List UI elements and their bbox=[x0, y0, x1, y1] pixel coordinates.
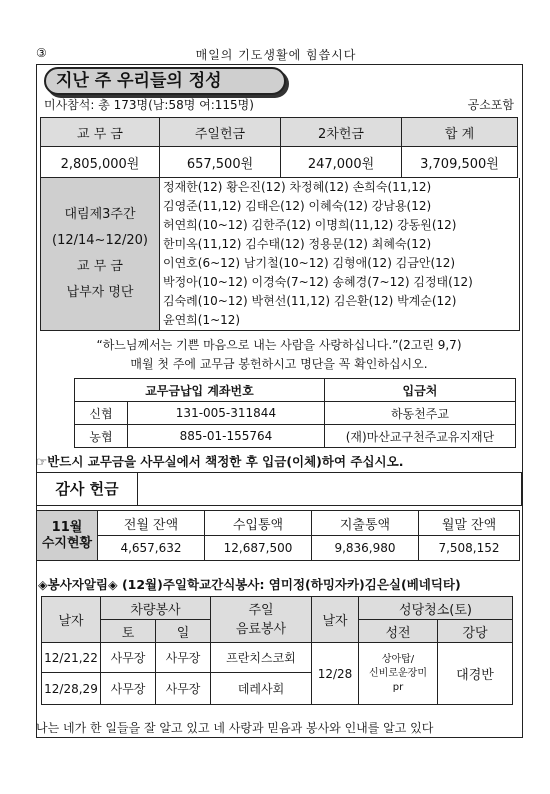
offering-value: 657,500원 bbox=[160, 147, 281, 178]
donor-label-line: (12/14~12/20) bbox=[52, 233, 148, 248]
account-holder: 하동천주교 bbox=[324, 402, 515, 425]
donor-line: 이연호(6~12) 남기철(10~12) 김형애(12) 김금안(12) bbox=[163, 256, 456, 270]
account-number: 885-01-155764 bbox=[128, 425, 325, 448]
account-number: 131-005-311844 bbox=[128, 402, 325, 425]
volunteer-header-hall: 강당 bbox=[438, 620, 513, 643]
volunteer-header-drink: 주일 음료봉사 bbox=[211, 597, 312, 643]
donor-line: 김영준(11,12) 김태은(12) 이혜숙(12) 강남용(12) bbox=[163, 199, 432, 213]
finance-table bbox=[36, 510, 520, 561]
page-header bbox=[36, 46, 516, 62]
quote-line: “하느님께서는 기쁜 마음으로 내는 사람을 사랑하십니다.”(2고린 9,7) bbox=[96, 338, 462, 352]
attendance-note: 공소포함 bbox=[467, 98, 514, 112]
donor-line: 윤연희(1~12) bbox=[163, 313, 241, 327]
offering-header: 2차헌금 bbox=[281, 118, 402, 147]
offering-value: 3,709,500원 bbox=[402, 147, 518, 178]
volunteer-sat: 사무장 bbox=[101, 643, 156, 673]
volunteer-date: 12/21,22 bbox=[42, 643, 101, 673]
volunteer-sun: 사무장 bbox=[156, 673, 211, 705]
finance-label-month: 11월 bbox=[51, 519, 83, 535]
thanks-offering-label: 감사 헌금 bbox=[37, 473, 138, 505]
cleaning-sanctuary: 상아탑/ 신비로운장미 pr bbox=[359, 643, 438, 705]
scripture-quote bbox=[40, 336, 518, 374]
finance-value: 9,836,980 bbox=[312, 536, 419, 561]
volunteer-header-sun: 일 bbox=[156, 620, 211, 643]
finance-label-title: 수지현황 bbox=[41, 535, 93, 551]
finance-value: 7,508,152 bbox=[419, 536, 520, 561]
offering-value: 2,805,000원 bbox=[41, 147, 160, 178]
quote-line: 매월 첫 주에 교무금 봉헌하시고 명단을 꼭 확인하십시오. bbox=[130, 357, 428, 371]
account-bank: 신협 bbox=[75, 402, 128, 425]
donor-line: 박정아(10~12) 이경숙(7~12) 송혜경(7~12) 김정태(12) bbox=[163, 275, 473, 289]
account-holder: (재)마산교구천주교유지재단 bbox=[324, 425, 515, 448]
volunteer-header-cleaning: 성당청소(토) bbox=[359, 597, 513, 620]
donor-line: 한미옥(11,12) 김수태(12) 정용문(12) 최혜숙(12) bbox=[163, 237, 432, 251]
donor-list-box bbox=[40, 178, 520, 331]
account-table bbox=[74, 378, 516, 448]
finance-header: 수입통액 bbox=[205, 511, 312, 536]
offering-value: 247,000원 bbox=[281, 147, 402, 178]
finance-value: 12,687,500 bbox=[205, 536, 312, 561]
volunteer-date: 12/28,29 bbox=[42, 673, 101, 705]
volunteer-sat: 사무장 bbox=[101, 673, 156, 705]
finance-value: 4,657,632 bbox=[98, 536, 205, 561]
cleaning-date: 12/28 bbox=[312, 643, 359, 705]
account-header: 입금처 bbox=[324, 379, 515, 402]
page-header-title: 매일의 기도생활에 힘씁시다 bbox=[195, 48, 357, 62]
volunteer-header-sanctuary: 성전 bbox=[359, 620, 438, 643]
offering-title: 지난 주 우리들의 정성 bbox=[44, 67, 286, 95]
volunteer-header-vehicle: 차량봉사 bbox=[101, 597, 211, 620]
volunteer-drink: 데레사회 bbox=[211, 673, 312, 705]
page-number: ③ bbox=[36, 46, 47, 60]
donor-label-line: 교 무 금 bbox=[77, 259, 123, 274]
volunteer-title: ◈봉사자알림◈ (12월)주일학교간식봉사: 염미정(하밍자카)김은실(베네딕타) bbox=[38, 577, 461, 592]
donor-label-line: 대림제3주간 bbox=[64, 207, 136, 222]
payment-notice: ☞반드시 교무금을 사무실에서 책정한 후 입금(이체)하여 주십시오. bbox=[36, 454, 404, 469]
thanks-offering-box bbox=[36, 472, 522, 506]
footer-verse: 나는 네가 한 일들을 잘 알고 있고 네 사랑과 믿음과 봉사와 인내를 알고 있다 bbox=[36, 721, 434, 735]
donor-label-line: 납부자 명단 bbox=[66, 285, 134, 300]
cleaning-hall: 대경반 bbox=[438, 643, 513, 705]
offering-header: 합 계 bbox=[402, 118, 518, 147]
volunteer-header-date: 날자 bbox=[42, 597, 101, 643]
volunteer-header-date2: 날자 bbox=[312, 597, 359, 643]
account-bank: 농협 bbox=[75, 425, 128, 448]
finance-label bbox=[37, 511, 98, 561]
attendance-count: 미사참석: 총 173명(남:58명 여:115명) bbox=[44, 98, 254, 112]
finance-header: 월말 잔액 bbox=[419, 511, 520, 536]
donor-line: 정재한(12) 황은진(12) 차정혜(12) 손희숙(11,12) bbox=[163, 180, 432, 194]
donor-label bbox=[41, 178, 160, 330]
donor-line: 김숙례(10~12) 박현선(11,12) 김은환(12) 박계순(12) bbox=[163, 294, 457, 308]
volunteer-table bbox=[41, 596, 513, 705]
offering-header: 교 무 금 bbox=[41, 118, 160, 147]
volunteer-header-sat: 토 bbox=[101, 620, 156, 643]
account-header: 교무금납입 계좌번호 bbox=[75, 379, 325, 402]
volunteer-sun: 사무장 bbox=[156, 643, 211, 673]
offering-header: 주일헌금 bbox=[160, 118, 281, 147]
finance-header: 전월 잔액 bbox=[98, 511, 205, 536]
volunteer-drink: 프란치스코회 bbox=[211, 643, 312, 673]
offering-table bbox=[40, 117, 518, 178]
donor-names bbox=[163, 178, 519, 330]
finance-header: 지출통액 bbox=[312, 511, 419, 536]
donor-line: 허연희(10~12) 김한주(12) 이명희(11,12) 강동원(12) bbox=[163, 218, 457, 232]
